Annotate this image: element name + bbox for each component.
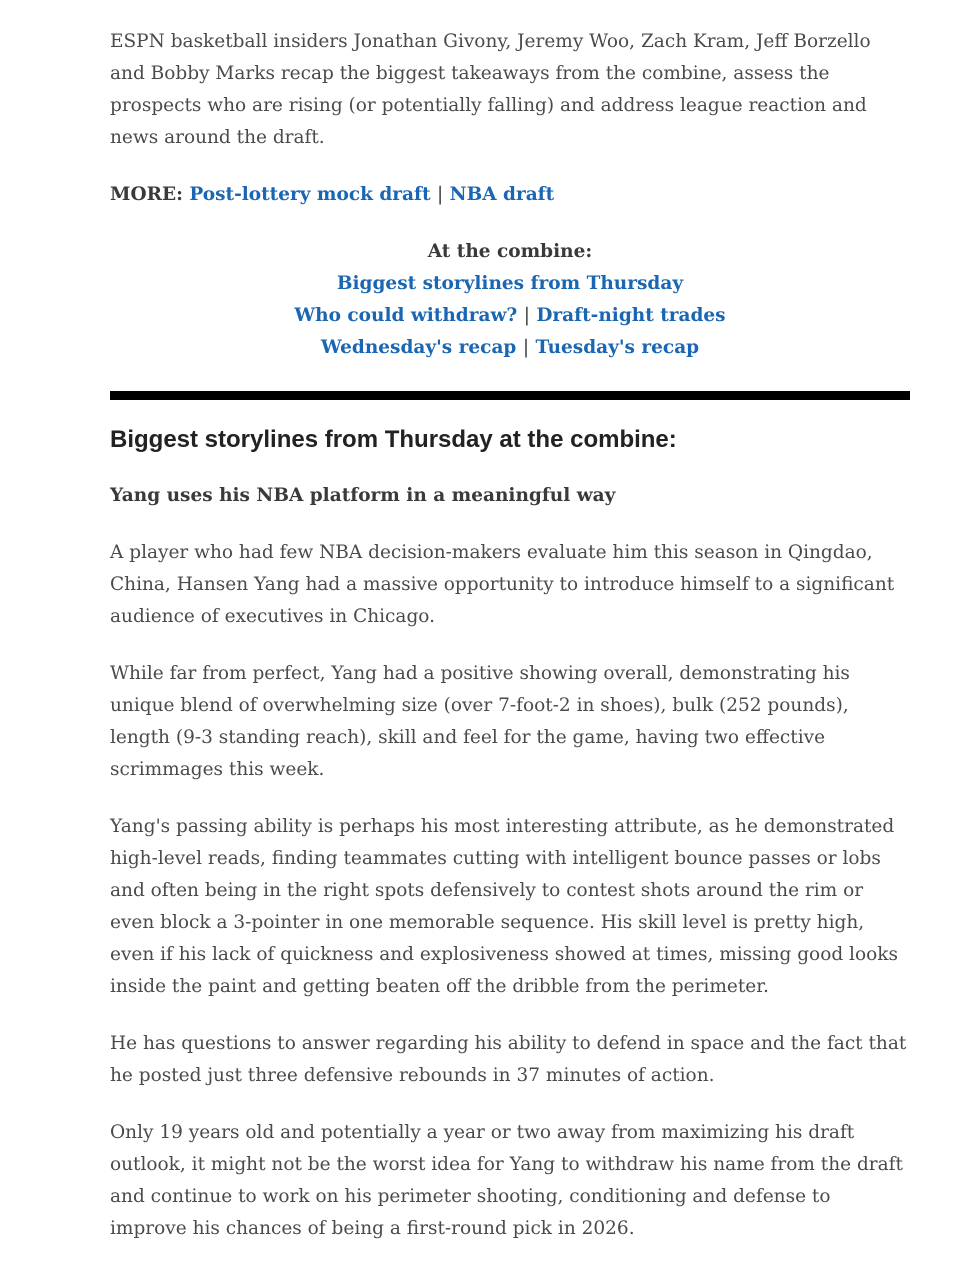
post-lottery-mock-draft-link[interactable]: Post-lottery mock draft [189, 184, 431, 205]
biggest-storylines-link[interactable]: Biggest storylines from Thursday [336, 273, 684, 294]
combine-links-box [110, 236, 910, 364]
more-links [110, 179, 910, 211]
tuesdays-recap-link[interactable]: Tuesday's recap [535, 337, 700, 358]
combine-line-3 [110, 332, 910, 364]
draft-night-trades-link[interactable]: Draft-night trades [536, 305, 726, 326]
more-label: MORE: [110, 184, 183, 205]
body-paragraph: Yang's passing ability is perhaps his most interesting attribute, as he demonstrated high-level reads, finding teammates cutting with intelligent bounce passes or lobs and often being in the right spots defensively to contest shots around the rim or even block a 3-pointer in one memorable sequence. His skill level is pretty high, even if his lack of quickness and explosiveness showed at times, missing good looks inside the paint and getting beaten off the dribble from the perimeter. [110, 816, 898, 997]
who-could-withdraw-link[interactable]: Who could withdraw? [294, 305, 518, 326]
combine-heading: At the combine: [427, 241, 593, 262]
body-paragraph: A player who had few NBA decision-makers evaluate him this season in Qingdao, China, Hansen Yang had a massive opportunity to introduce himself to a significant audience of executives in Chicago. [110, 542, 895, 627]
nba-draft-link[interactable]: NBA draft [449, 184, 555, 205]
combine-separator: | [522, 337, 530, 358]
section-title: Biggest storylines from Thursday at the combine: [110, 426, 677, 453]
section-divider [110, 391, 910, 400]
combine-separator: | [523, 305, 530, 326]
body-paragraph: Only 19 years old and potentially a year or two away from maximizing his draft outlook, it might not be the worst idea for Yang to withdraw his name from the draft and continue to work on his perimeter shooting, conditioning and defense to improve his chances of being a first-round pick in 2026. [110, 1122, 903, 1239]
intro-paragraph: ESPN basketball insiders Jonathan Givony, Jeremy Woo, Zach Kram, Jeff Borzello and Bobby Marks recap the biggest takeaways from the combine, assess the prospects who are rising (or potentially falling) and address league reaction and news around the draft. [110, 31, 871, 148]
body-paragraph: While far from perfect, Yang had a positive showing overall, demonstrating his unique blend of overwhelming size (over 7-foot-2 in shoes), bulk (252 pounds), length (9-3 standing reach), skill and feel for the game, having two effective scrimmages this week. [110, 663, 850, 780]
section-subhead: Yang uses his NBA platform in a meaningful way [110, 485, 616, 506]
combine-line-2 [110, 300, 910, 332]
article-body [110, 26, 910, 1270]
body-paragraph: He has questions to answer regarding his ability to defend in space and the fact that he posted just three defensive rebounds in 37 minutes of action. [110, 1033, 907, 1086]
wednesdays-recap-link[interactable]: Wednesday's recap [320, 337, 517, 358]
combine-line-1 [110, 268, 910, 300]
more-separator: | [436, 184, 444, 205]
